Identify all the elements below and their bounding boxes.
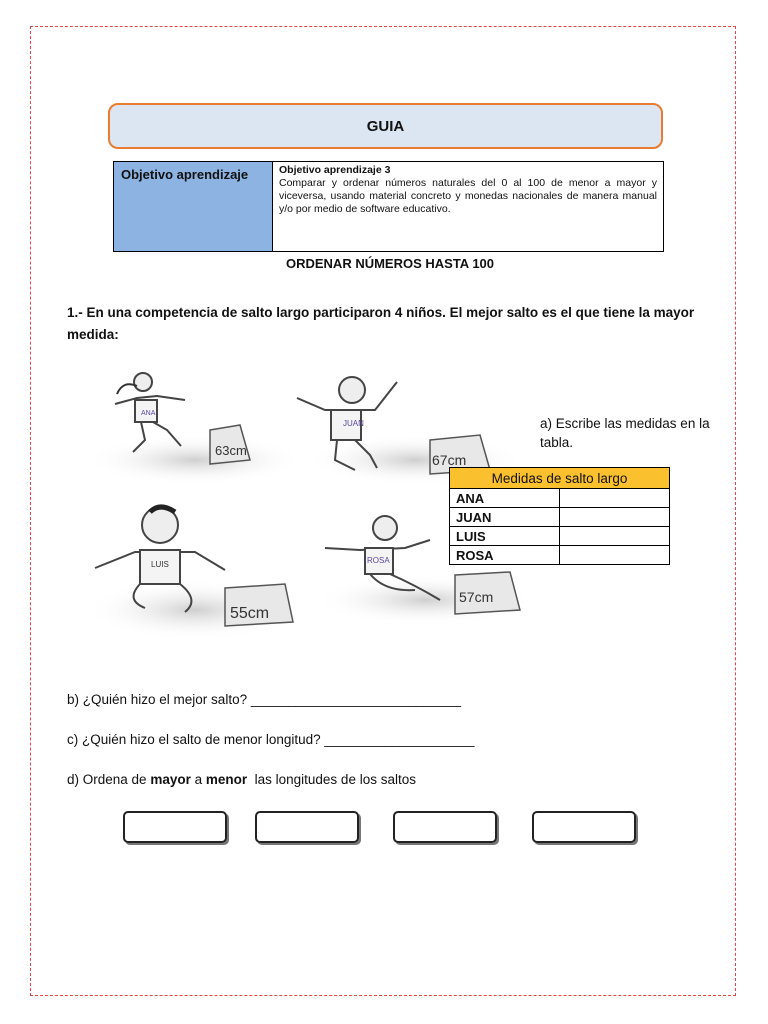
measure-juan: 67cm (432, 452, 467, 468)
objective-title: Objetivo aprendizaje 3 (279, 164, 391, 176)
measurements-table (449, 467, 670, 565)
answer-cell[interactable] (560, 489, 670, 508)
header-title: GUIA (108, 103, 663, 149)
question-d: d) Ordena de mayor a menor las longitudes de los saltos (67, 772, 416, 787)
table-row (450, 546, 670, 565)
row-label: ANA (450, 489, 560, 508)
objective-description: Comparar y ordenar números naturales del 0 al 100 de menor a mayor y viceversa, usando material concreto y monedas nacionales de manera manual y/o por medio de software educativo. (279, 177, 657, 215)
row-label: LUIS (450, 527, 560, 546)
part-a-instruction: a) Escribe las medidas en la tabla. (540, 416, 710, 450)
measure-luis: 55cm (230, 605, 270, 622)
answer-cell[interactable] (560, 527, 670, 546)
answer-box-1[interactable] (123, 811, 227, 843)
row-label: ROSA (450, 546, 560, 565)
measure-rosa: 57cm (459, 589, 494, 605)
name-luis: LUIS (151, 560, 169, 569)
question-c: c) ¿Quién hizo el salto de menor longitud? ____________________ (67, 732, 475, 747)
answer-cell[interactable] (560, 508, 670, 527)
measure-ana: 63cm (215, 443, 247, 458)
objective-content (273, 162, 663, 251)
row-label: JUAN (450, 508, 560, 527)
table-row (450, 489, 670, 508)
name-ana: ANA (141, 410, 156, 417)
subtitle: ORDENAR NÚMEROS HASTA 100 (285, 256, 495, 271)
answer-cell[interactable] (560, 546, 670, 565)
table-row (450, 527, 670, 546)
answer-box-3[interactable] (393, 811, 497, 843)
question-1: 1.- En una competencia de salto largo participaron 4 niños. El mejor salto es el que tiene la mayor medida: (67, 305, 695, 342)
answer-box-2[interactable] (255, 811, 359, 843)
answer-box-4[interactable] (532, 811, 636, 843)
table-header: Medidas de salto largo (450, 468, 670, 489)
table-row (450, 508, 670, 527)
objective-table (113, 161, 664, 252)
name-juan: JUAN (343, 419, 364, 428)
name-rosa: ROSA (367, 556, 390, 565)
question-b: b) ¿Quién hizo el mejor salto? ____________________________ (67, 692, 462, 707)
objective-label: Objetivo aprendizaje (114, 162, 273, 251)
